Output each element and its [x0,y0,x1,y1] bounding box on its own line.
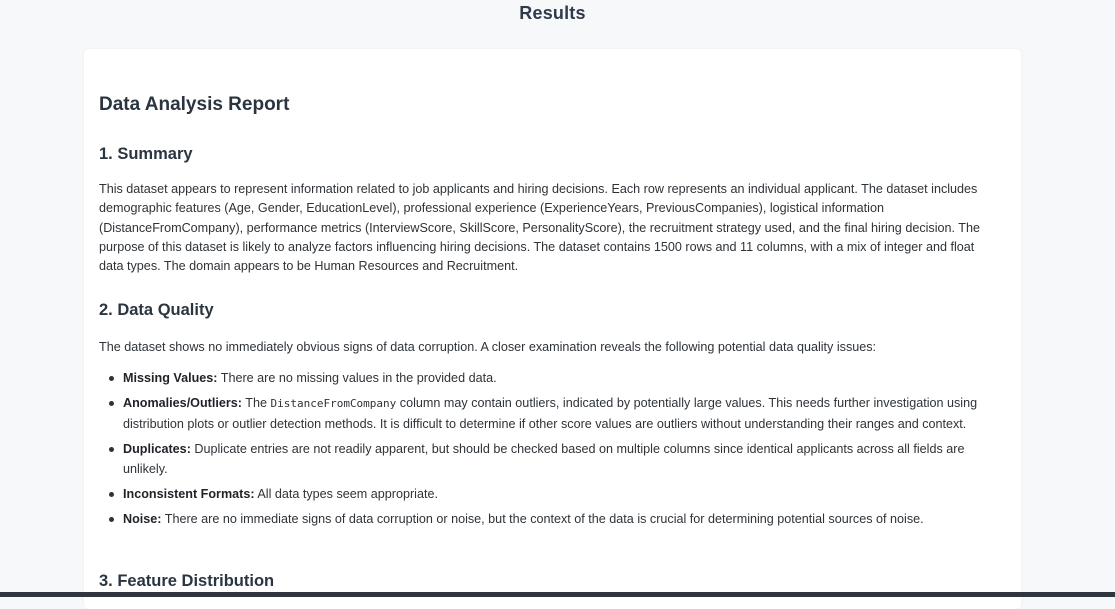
list-item [99,509,999,529]
bullet-term: Noise: [123,512,162,526]
bullet-text: All data types seem appropriate. [254,487,438,501]
bottom-bar [0,592,1115,597]
bullet-dot-icon [109,401,114,406]
page-title: Results [519,3,586,23]
feature-distribution-heading: 3. Feature Distribution [99,572,275,590]
data-quality-list [99,368,999,534]
bullet-term: Missing Values: [123,371,218,385]
bullet-text: Duplicate entries are not readily apparent, but should be checked based on multiple columns since identical applicants across all fields are unlikely. [123,442,965,476]
bullet-dot-icon [109,517,114,522]
summary-heading: 1. Summary [99,145,193,163]
bullet-term: Inconsistent Formats: [123,487,255,501]
list-item [99,439,999,479]
bullet-text: column may contain outliers, indicated by potentially large values. This needs further investigation using distribution plots or outlier detection methods. It is difficult to determine if other score values are outliers without understanding their ranges and context. [123,396,978,431]
data-quality-heading: 2. Data Quality [99,301,214,319]
list-item [99,368,999,388]
data-quality-intro: The dataset shows no immediately obvious signs of data corruption. A closer examination reveals the following potential data quality issues: [99,340,877,354]
column-code: DistanceFromCompany [270,397,397,410]
bullet-dot-icon [109,376,114,381]
list-item [99,393,999,434]
summary-text: This dataset appears to represent information related to job applicants and hiring decisions. Each row represents an individual applicant. The dataset includes demographic features (Age, Gender, EducationLevel), professional experience (ExperienceYears, PreviousCompanies), logistical information (DistanceFromCompany), performance metrics (InterviewScore, SkillScore, PersonalityScore), the recruitment strategy used, and the final hiring decision. The purpose of this dataset is likely to analyze factors influencing hiring decisions. The dataset contains 1500 rows and 11 columns, with a mix of integer and float data types. The domain appears to be Human Resources and Recruitment. [99,182,980,274]
bullet-term: Anomalies/Outliers: [123,396,242,410]
bullet-term: Duplicates: [123,442,191,456]
bullet-text: There are no missing values in the provided data. [217,371,497,385]
bullet-text-prefix: The [241,396,271,410]
bullet-dot-icon [109,447,114,452]
bullet-dot-icon [109,492,114,497]
list-item [99,484,999,504]
report-card [84,49,1021,609]
bullet-text: There are no immediate signs of data corruption or noise, but the context of the data is crucial for determining potential sources of noise. [161,512,924,526]
report-title: Data Analysis Report [99,94,290,115]
